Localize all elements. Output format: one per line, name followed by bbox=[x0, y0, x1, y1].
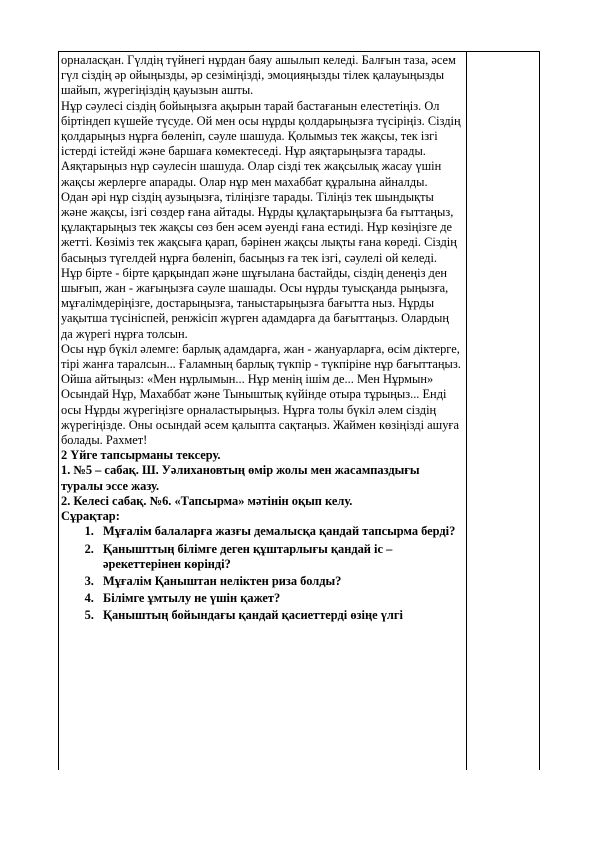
question-item: 4. Білімге ұмтылу не үшін қажет? bbox=[97, 591, 463, 606]
paragraph-flower: орналасқан. Гүлдің түйнегі нұрдан баяу ашылып келеді. Балғын таза, әсем гүл сіздің әр ойыңызды, әр сезіміңізді, эмоцияңызды тілек қалауыңызды шайып, жүрегіңіздің қауызын ашты. bbox=[61, 53, 456, 98]
question-item: 5. Қаныштың бойындағы қандай қасиеттерді өзіңе үлгі bbox=[97, 608, 463, 623]
paragraph-closing: Осындай Нұр, Махаббат және Тыныштық күйінде отыра тұрыңыз... Енді осы Нұрды жүрегіңізге орналастырыңыз. Нұрға толы бүкіл әлем сіздің жүрегіңізде. Оны осындай әсем қалыпта сақтаңыз. Жаймен көзіңізді ашуға болады. Рахмет! bbox=[61, 387, 459, 448]
lesson-content-cell bbox=[61, 53, 463, 768]
paragraph-light-spread: Нұр бірте - бірте қарқындап және шұғылана бастайды, сіздің денеңіз ден шығып, жан - жағыңызға сәуле шашады. Осы нұрды туысқанда рыңызға, мұғалімдеріңізге, достарыңызға, таныстарыңызға бағытта ныз. Нұрды уақытша түсініспей, ренжісіп жүрген адамдарға да бағыттаңыз. Олардың да жүрегі нұрға толсын. bbox=[61, 265, 449, 341]
questions-heading: Сұрақтар: bbox=[61, 509, 120, 524]
paragraph-light-body: Нұр сәулесі сіздің бойыңызға ақырын тарай бастағанын елестетіңіз. Ол біртіндеп күшейе түсуде. Ой мен осы нұрды қолдарыңызға түсіріңіз. Сіздің қолдарыңыз нұрға бөленіп, сәуле шашуда. Қолымыз тек жақсы, тек ізгі істерді істейді және баршаға көмектеседі. Нұр аяқтарыңызға тарады. Аяқтарыңыз нұр сәулесін шашуда. Олар сізді тек жақсылық жасау үшін жақсы жерлерге апарады. Олар нұр мен махаббат құралына айналды. bbox=[61, 98, 461, 189]
question-item: 1. Мұғалім балаларға жазғы демалысқа қандай тапсырма берді? bbox=[97, 524, 463, 539]
paragraph-light-head: Одан әрі нұр сіздің аузыңызға, тіліңізге тарады. Тіліңіз тек шындықты және жақсы, ізгі сөздер ғана айтады. Нұрды құлақтарыңызға ба ғыттаңыз, құлақтарыңыз тек жақсы сөз бен әсем әуенді ғана естиді. Нұр көзіңізге де жетті. Көзіміз тек жақсыға қарап, бәрінен жақсы лықты ғана көреді. Сіздің басыңыз түгелдей нұрға бөленіп, басыңыз ға тек ізгі, сәулелі ой келеді. bbox=[61, 189, 457, 265]
question-item: 2. Қанышттың білімге деген құштарлығы қандай іс – әрекеттерінен көрінді? bbox=[97, 542, 463, 572]
paragraph-light-world: Осы нұр бүкіл әлемге: барлық адамдарға, жан - жануарларға, өсім діктерге, тірі жанға таралсын... Ғаламның барлық түкпір - түкпіріне нұр бағыттаңыз. Ойша айтыңыз: «Мен нұрлымын... Нұр менің ішім де... Мен Нұрмын» bbox=[61, 341, 461, 387]
empty-right-cell bbox=[467, 52, 539, 769]
homework-item-1: 1. №5 – сабақ. Ш. Уәлихановтың өмір жолы мен жасампаздығы туралы эссе жазу. bbox=[61, 463, 420, 493]
homework-heading: 2 Үйге тапсырманы тексеру. bbox=[61, 448, 221, 463]
question-item: 3. Мұғалім Қаныштан неліктен риза болды? bbox=[97, 574, 463, 589]
homework-item-2: 2. Келесі сабақ. №6. «Тапсырма» мәтінін оқып келу. bbox=[61, 493, 353, 508]
questions-list bbox=[61, 524, 463, 623]
